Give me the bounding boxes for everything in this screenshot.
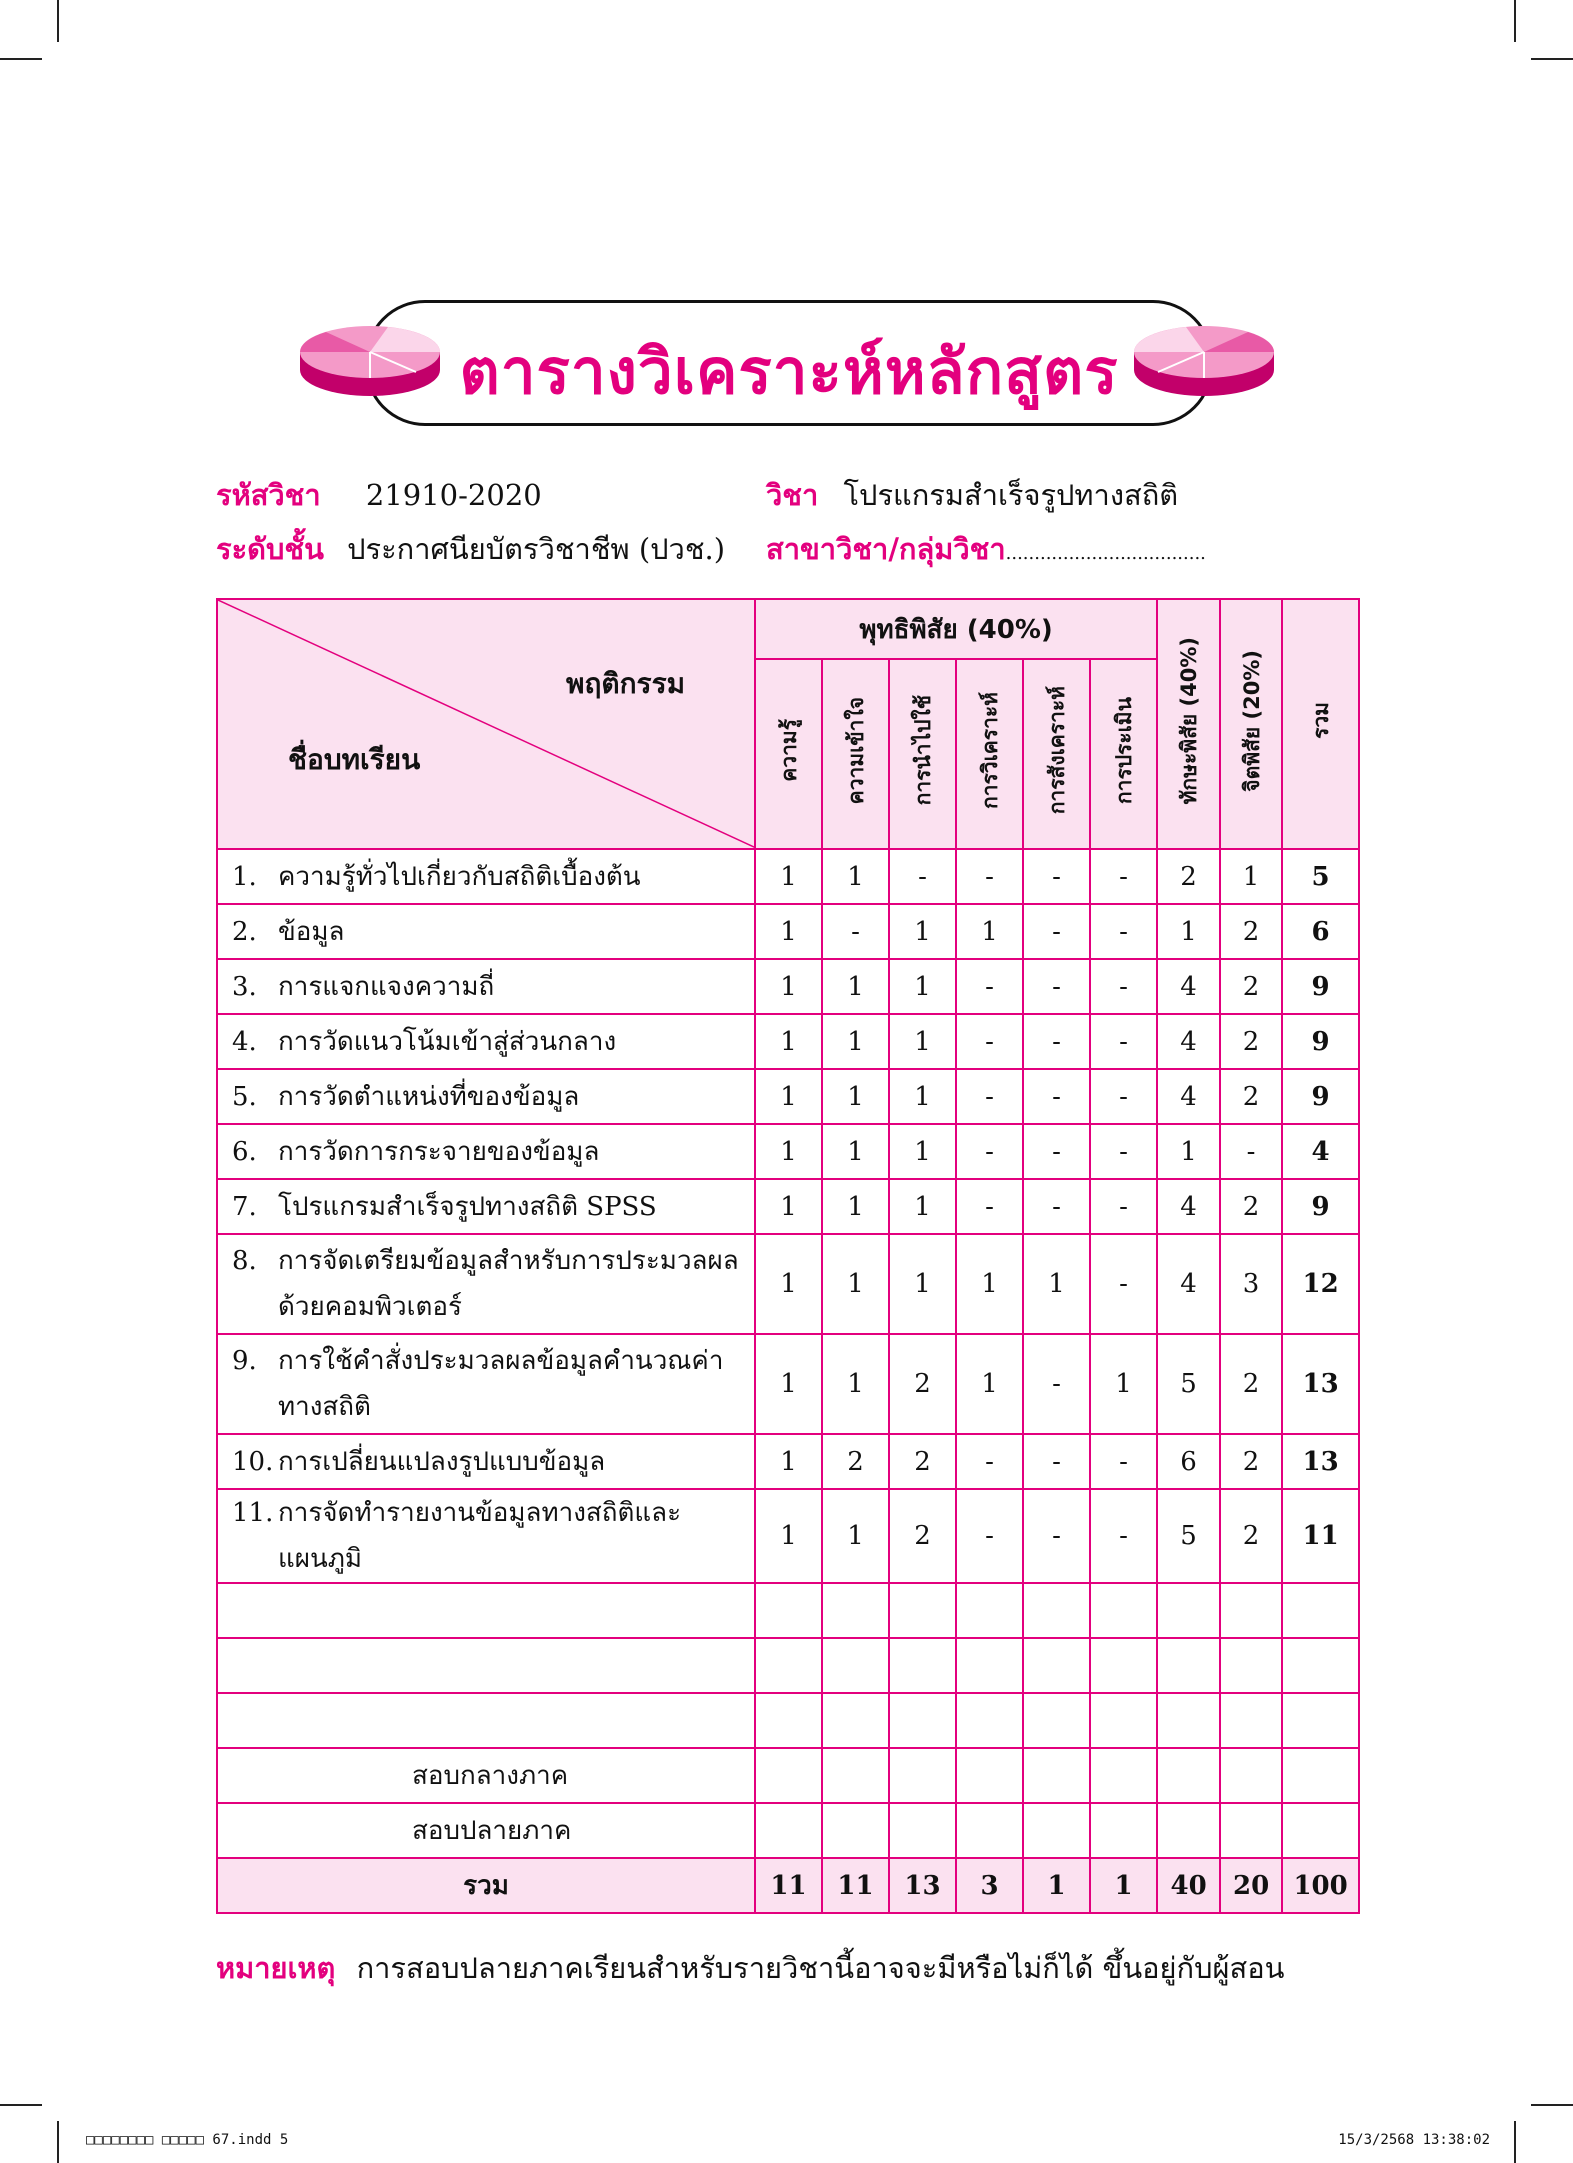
value-cell: 1: [822, 1334, 889, 1434]
empty-cell: [1282, 1803, 1359, 1858]
value-cell: 13: [1282, 1334, 1359, 1434]
value-cell: -: [1023, 1334, 1090, 1434]
total-cell: 1: [1090, 1858, 1157, 1913]
crop-mark: [57, 0, 59, 42]
lesson-number: 4.: [232, 1026, 257, 1057]
level-label: ระดับชั้น: [216, 532, 324, 566]
empty-cell: [1220, 1748, 1282, 1803]
lesson-line: [232, 964, 754, 1010]
crop-mark: [57, 2121, 59, 2163]
total-cell: 13: [889, 1858, 956, 1913]
lesson-number: 1.: [232, 861, 257, 892]
total-cell: 11: [755, 1858, 822, 1913]
lesson-cell: [217, 1069, 755, 1124]
lesson-number: 6.: [232, 1136, 257, 1167]
empty-cell: [1090, 1583, 1157, 1638]
column-header: [1157, 599, 1220, 849]
value-cell: -: [956, 1434, 1023, 1489]
table-row: [217, 849, 1359, 904]
lesson-number: 3.: [232, 971, 257, 1002]
value-cell: 2: [1220, 1069, 1282, 1124]
lesson-title: การวัดการกระจายของข้อมูล: [278, 1136, 600, 1167]
value-cell: 9: [1282, 1069, 1359, 1124]
level-value: ประกาศนียบัตรวิชาชีพ (ปวช.): [347, 532, 726, 566]
empty-cell: [1090, 1803, 1157, 1858]
value-cell: 4: [1157, 1069, 1220, 1124]
footnote-text: การสอบปลายภาคเรียนสำหรับรายวิชานี้อาจจะมีหรือไม่ก็ได้ ขึ้นอยู่กับผู้สอน: [356, 1951, 1285, 1985]
table-row: [217, 1334, 1359, 1434]
empty-cell: [755, 1638, 822, 1693]
empty-row: [217, 1693, 1359, 1748]
print-slug-file: □□□□□□□□ □□□□□ 67.indd 5: [86, 2132, 289, 2148]
value-cell: 1: [889, 959, 956, 1014]
empty-cell: [1220, 1583, 1282, 1638]
value-cell: 1: [755, 1234, 822, 1334]
value-cell: 1: [822, 1069, 889, 1124]
value-cell: 6: [1282, 904, 1359, 959]
empty-cell: [822, 1693, 889, 1748]
lesson-cell: [217, 1014, 755, 1069]
value-cell: 2: [1220, 959, 1282, 1014]
subject-value: โปรแกรมสำเร็จรูปทางสถิติ: [843, 478, 1179, 512]
empty-cell: [1157, 1638, 1220, 1693]
value-cell: -: [956, 1069, 1023, 1124]
value-cell: 1: [1090, 1334, 1157, 1434]
empty-cell: [1282, 1583, 1359, 1638]
course-code-line: [216, 472, 542, 518]
empty-cell: [755, 1803, 822, 1858]
crop-mark: [0, 58, 42, 60]
empty-cell: [822, 1803, 889, 1858]
lesson-title: การวัดแนวโน้มเข้าสู่ส่วนกลาง: [278, 1026, 617, 1057]
value-cell: 1: [822, 1489, 889, 1583]
empty-cell: [889, 1638, 956, 1693]
value-cell: 5: [1157, 1334, 1220, 1434]
value-cell: -: [1023, 1069, 1090, 1124]
lesson-cell: [217, 1234, 755, 1334]
table-row: [217, 1489, 1359, 1583]
value-cell: 1: [755, 1069, 822, 1124]
lesson-title: การจัดเตรียมข้อมูลสำหรับการประมวลผล: [278, 1246, 739, 1276]
lesson-title: ความรู้ทั่วไปเกี่ยวกับสถิติเบื้องต้น: [278, 861, 641, 892]
column-header-label: จิตพิสัย (20%): [1239, 649, 1264, 792]
value-cell: -: [956, 1014, 1023, 1069]
value-cell: -: [1090, 849, 1157, 904]
value-cell: 1: [822, 1179, 889, 1234]
table-row: [217, 1014, 1359, 1069]
column-header: [1090, 659, 1157, 849]
empty-cell: [1220, 1638, 1282, 1693]
total-cell: 11: [822, 1858, 889, 1913]
lesson-title: การวัดตำแหน่งที่ของข้อมูล: [278, 1081, 580, 1112]
empty-cell: [1090, 1748, 1157, 1803]
lesson-number: 9.: [232, 1346, 257, 1376]
lesson-line: [232, 1284, 754, 1330]
value-cell: 2: [889, 1434, 956, 1489]
lesson-line: [232, 909, 754, 955]
diagonal-divider: [218, 600, 756, 850]
value-cell: -: [1220, 1124, 1282, 1179]
value-cell: 1: [956, 1334, 1023, 1434]
empty-cell: [822, 1638, 889, 1693]
empty-cell: [956, 1638, 1023, 1693]
empty-cell: [889, 1803, 956, 1858]
crop-mark: [1531, 2104, 1573, 2106]
value-cell: 1: [1157, 904, 1220, 959]
empty-cell: [1023, 1803, 1090, 1858]
value-cell: -: [1090, 1069, 1157, 1124]
total-cell: 40: [1157, 1858, 1220, 1913]
value-cell: 5: [1157, 1489, 1220, 1583]
value-cell: 2: [1220, 904, 1282, 959]
lesson-number: 11.: [232, 1498, 274, 1528]
lesson-title: โปรแกรมสำเร็จรูปทางสถิติ SPSS: [278, 1191, 657, 1222]
column-header: [889, 659, 956, 849]
footnote: [216, 1945, 1284, 1991]
value-cell: 2: [1220, 1334, 1282, 1434]
value-cell: 6: [1157, 1434, 1220, 1489]
table-row: [217, 904, 1359, 959]
value-cell: 1: [956, 904, 1023, 959]
lesson-line: [232, 1074, 754, 1120]
lesson-cell: [217, 959, 755, 1014]
value-cell: 1: [822, 849, 889, 904]
curriculum-table: [216, 598, 1360, 1914]
column-header-label: ทักษะพิสัย (40%): [1177, 636, 1202, 805]
value-cell: 9: [1282, 1014, 1359, 1069]
title-banner: [365, 300, 1213, 426]
total-cell: 1: [1023, 1858, 1090, 1913]
value-cell: 1: [822, 1014, 889, 1069]
value-cell: -: [956, 1124, 1023, 1179]
value-cell: 4: [1157, 959, 1220, 1014]
lesson-title: ด้วยคอมพิวเตอร์: [278, 1292, 462, 1322]
empty-cell: [1282, 1748, 1359, 1803]
lesson-title: การจัดทำรายงานข้อมูลทางสถิติและแผนภูมิ: [278, 1498, 682, 1574]
lesson-cell: [217, 1124, 755, 1179]
total-cell: 100: [1282, 1858, 1359, 1913]
level-line: [216, 526, 725, 572]
lesson-line: [232, 1129, 754, 1175]
empty-cell: [1023, 1693, 1090, 1748]
footnote-label: หมายเหตุ: [216, 1951, 336, 1985]
value-cell: 1: [822, 1234, 889, 1334]
value-cell: -: [1023, 959, 1090, 1014]
table-row: [217, 959, 1359, 1014]
empty-cell: [1157, 1583, 1220, 1638]
value-cell: -: [956, 849, 1023, 904]
pie-chart-icon: [296, 322, 444, 402]
lesson-number: 5.: [232, 1081, 257, 1112]
column-header: [1282, 599, 1359, 849]
lesson-number: [232, 1384, 278, 1430]
lesson-number: 7.: [232, 1191, 257, 1222]
empty-cell: [217, 1693, 755, 1748]
value-cell: 1: [755, 1434, 822, 1489]
lesson-cell: [217, 1334, 755, 1434]
empty-cell: [1157, 1748, 1220, 1803]
column-header: [822, 659, 889, 849]
value-cell: -: [1023, 1124, 1090, 1179]
value-cell: -: [822, 904, 889, 959]
empty-cell: [1023, 1748, 1090, 1803]
empty-row: [217, 1638, 1359, 1693]
branch-value: ...................................: [1005, 543, 1206, 564]
table-row: [217, 1179, 1359, 1234]
value-cell: 2: [822, 1434, 889, 1489]
value-cell: 1: [889, 1124, 956, 1179]
value-cell: 4: [1282, 1124, 1359, 1179]
value-cell: 5: [1282, 849, 1359, 904]
value-cell: 9: [1282, 1179, 1359, 1234]
value-cell: 3: [1220, 1234, 1282, 1334]
value-cell: 1: [1023, 1234, 1090, 1334]
lesson-title: การแจกแจงความถี่: [278, 971, 495, 1002]
value-cell: 1: [755, 1489, 822, 1583]
lesson-title: ข้อมูล: [278, 916, 345, 947]
lesson-cell: [217, 849, 755, 904]
value-cell: -: [1090, 904, 1157, 959]
pie-chart-icon: [1130, 322, 1278, 402]
lesson-cell: [217, 904, 755, 959]
total-cell: 20: [1220, 1858, 1282, 1913]
branch-line: [766, 526, 1206, 572]
empty-cell: [755, 1693, 822, 1748]
column-header-label: การสังเคราะห์: [1045, 686, 1069, 815]
value-cell: 2: [1220, 1434, 1282, 1489]
value-cell: 1: [755, 1124, 822, 1179]
value-cell: 2: [889, 1334, 956, 1434]
totals-label: รวม: [217, 1858, 755, 1913]
lesson-line: [232, 1238, 754, 1284]
empty-cell: [755, 1748, 822, 1803]
value-cell: 1: [889, 904, 956, 959]
lesson-line: [232, 1019, 754, 1065]
empty-cell: [217, 1583, 755, 1638]
value-cell: 9: [1282, 959, 1359, 1014]
value-cell: 4: [1157, 1014, 1220, 1069]
value-cell: -: [1023, 849, 1090, 904]
page-title: ตารางวิเคราะห์หลักสูตร: [459, 335, 1119, 408]
value-cell: 1: [889, 1179, 956, 1234]
crop-mark: [1514, 0, 1516, 42]
empty-cell: [217, 1638, 755, 1693]
value-cell: 2: [1220, 1014, 1282, 1069]
empty-cell: [822, 1748, 889, 1803]
value-cell: 1: [956, 1234, 1023, 1334]
value-cell: 1: [755, 1014, 822, 1069]
lesson-line: [232, 1338, 754, 1384]
value-cell: 1: [755, 1179, 822, 1234]
value-cell: 13: [1282, 1434, 1359, 1489]
value-cell: -: [889, 849, 956, 904]
lesson-number: 2.: [232, 916, 257, 947]
lesson-cell: [217, 1489, 755, 1583]
value-cell: -: [1090, 1014, 1157, 1069]
empty-cell: [889, 1583, 956, 1638]
lesson-title: ทางสถิติ: [278, 1392, 371, 1422]
table-row: [217, 1069, 1359, 1124]
value-cell: 1: [755, 1334, 822, 1434]
value-cell: 1: [755, 849, 822, 904]
empty-cell: [1090, 1693, 1157, 1748]
behavior-label: พฤติกรรม: [566, 667, 686, 700]
course-code-label: รหัสวิชา: [216, 478, 321, 512]
lesson-number: [232, 1284, 278, 1330]
value-cell: 1: [889, 1234, 956, 1334]
value-cell: -: [1090, 959, 1157, 1014]
value-cell: -: [1090, 1124, 1157, 1179]
lesson-cell: [217, 1179, 755, 1234]
column-header-label: ความรู้: [777, 719, 801, 782]
crop-mark: [1531, 58, 1573, 60]
table-row: [217, 1234, 1359, 1334]
column-header-label: การประเมิน: [1112, 696, 1137, 805]
midterm-row: [217, 1748, 1359, 1803]
value-cell: 1: [755, 959, 822, 1014]
lesson-number: 8.: [232, 1246, 257, 1276]
empty-cell: [1090, 1638, 1157, 1693]
subject-line: [766, 472, 1178, 518]
value-cell: -: [956, 1489, 1023, 1583]
exam-label: สอบปลายภาค: [217, 1803, 755, 1858]
column-header-label: การวิเคราะห์: [978, 692, 1002, 809]
final-exam-row: [217, 1803, 1359, 1858]
value-cell: -: [1023, 1014, 1090, 1069]
column-header: [755, 659, 822, 849]
diagonal-header-cell: [217, 599, 755, 849]
value-cell: -: [956, 1179, 1023, 1234]
value-cell: 1: [822, 959, 889, 1014]
empty-cell: [956, 1748, 1023, 1803]
value-cell: 12: [1282, 1234, 1359, 1334]
value-cell: 2: [1220, 1179, 1282, 1234]
value-cell: -: [1090, 1234, 1157, 1334]
value-cell: 2: [1220, 1489, 1282, 1583]
lesson-line: [232, 1184, 754, 1230]
lesson-title: การใช้คำสั่งประมวลผลข้อมูลคำนวณค่า: [278, 1346, 724, 1376]
total-cell: 3: [956, 1858, 1023, 1913]
value-cell: 1: [889, 1069, 956, 1124]
branch-label: สาขาวิชา/กลุ่มวิชา: [766, 532, 1006, 566]
lesson-line: [232, 1439, 754, 1485]
lesson-name-label: ชื่อบทเรียน: [288, 743, 421, 776]
empty-cell: [956, 1583, 1023, 1638]
empty-cell: [1157, 1693, 1220, 1748]
empty-cell: [1282, 1693, 1359, 1748]
table-row: [217, 1434, 1359, 1489]
totals-row: [217, 1858, 1359, 1913]
empty-row: [217, 1583, 1359, 1638]
empty-cell: [755, 1583, 822, 1638]
column-header: [1023, 659, 1090, 849]
lesson-title: การเปลี่ยนแปลงรูปแบบข้อมูล: [278, 1446, 606, 1477]
empty-cell: [822, 1583, 889, 1638]
value-cell: 1: [1220, 849, 1282, 904]
lesson-line: [232, 1384, 754, 1430]
empty-cell: [889, 1693, 956, 1748]
column-header-label: ความเข้าใจ: [844, 696, 868, 805]
column-header-label: การนำไปใช้: [911, 695, 935, 806]
lesson-cell: [217, 1434, 755, 1489]
value-cell: -: [1023, 1489, 1090, 1583]
empty-cell: [1220, 1693, 1282, 1748]
value-cell: 1: [755, 904, 822, 959]
print-slug-timestamp: 15/3/2568 13:38:02: [1338, 2132, 1490, 2148]
value-cell: 2: [1157, 849, 1220, 904]
empty-cell: [956, 1693, 1023, 1748]
column-header: [1220, 599, 1282, 849]
value-cell: 11: [1282, 1489, 1359, 1583]
crop-mark: [0, 2104, 42, 2106]
value-cell: 4: [1157, 1234, 1220, 1334]
value-cell: -: [1023, 1179, 1090, 1234]
value-cell: -: [1023, 904, 1090, 959]
empty-cell: [1157, 1803, 1220, 1858]
course-code-value: 21910-2020: [365, 478, 542, 512]
exam-label: สอบกลางภาค: [217, 1748, 755, 1803]
crop-mark: [1514, 2121, 1516, 2163]
value-cell: -: [1023, 1434, 1090, 1489]
lesson-line: [232, 854, 754, 900]
cognitive-domain-header: พุทธิพิสัย (40%): [755, 599, 1157, 659]
lesson-line: [232, 1490, 754, 1582]
value-cell: -: [956, 959, 1023, 1014]
empty-cell: [1023, 1583, 1090, 1638]
lesson-number: 10.: [232, 1446, 274, 1477]
column-header: [956, 659, 1023, 849]
value-cell: 2: [889, 1489, 956, 1583]
column-header-label: รวม: [1309, 702, 1334, 739]
empty-cell: [889, 1748, 956, 1803]
value-cell: -: [1090, 1434, 1157, 1489]
table-row: [217, 1124, 1359, 1179]
empty-cell: [1282, 1638, 1359, 1693]
empty-cell: [1023, 1638, 1090, 1693]
empty-cell: [1220, 1803, 1282, 1858]
value-cell: 1: [1157, 1124, 1220, 1179]
value-cell: 4: [1157, 1179, 1220, 1234]
empty-cell: [956, 1803, 1023, 1858]
value-cell: 1: [822, 1124, 889, 1179]
value-cell: -: [1090, 1489, 1157, 1583]
value-cell: -: [1090, 1179, 1157, 1234]
value-cell: 1: [889, 1014, 956, 1069]
subject-label: วิชา: [766, 478, 819, 512]
